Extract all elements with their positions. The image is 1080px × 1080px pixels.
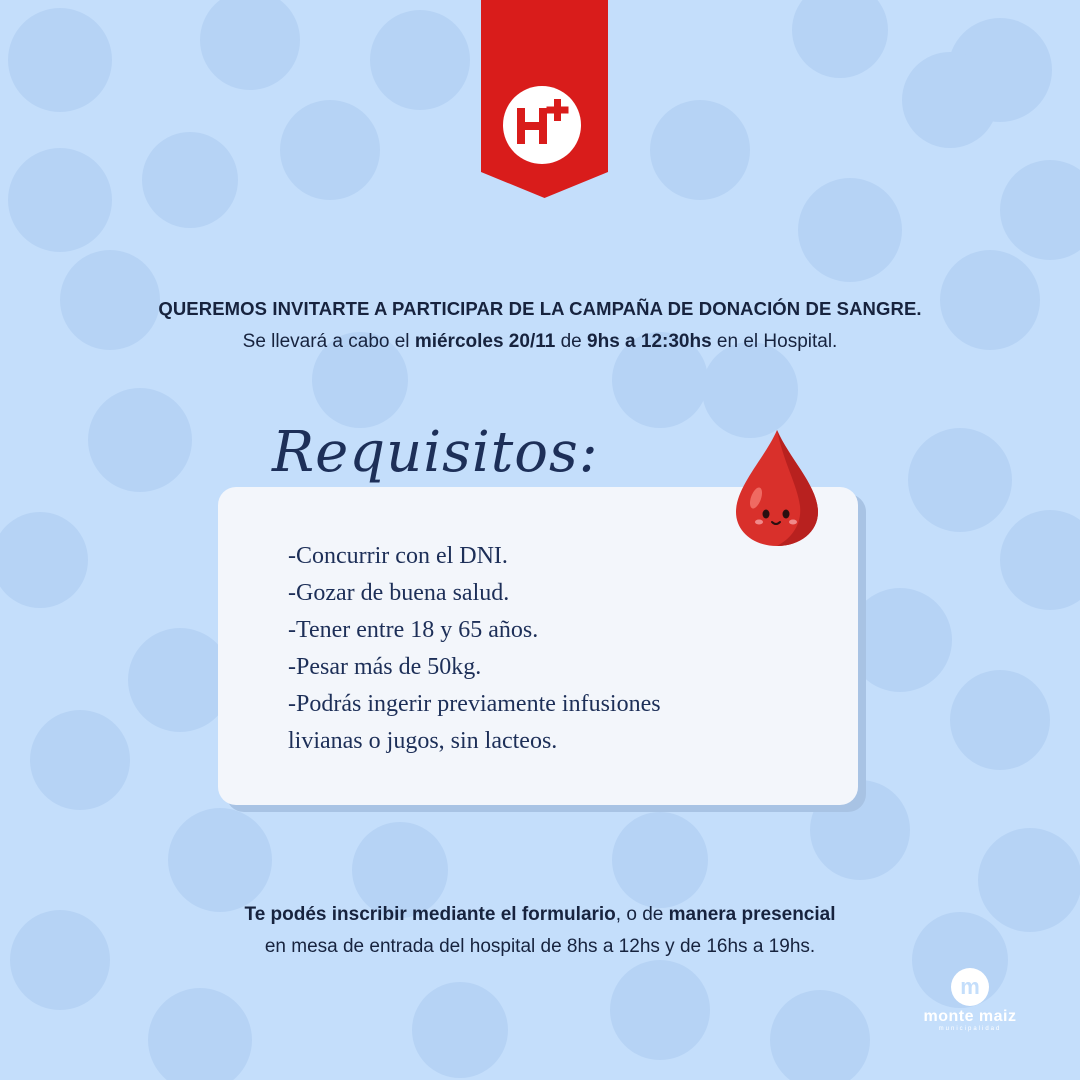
monte-maiz-logo-icon [905,968,1035,1048]
invitation-text: de [555,331,588,352]
signup-in-person-text: manera presencial [668,904,836,925]
requirement-item: -Gozar de buena salud. [288,580,510,606]
requirement-item: -Tener entre 18 y 65 años. [288,617,539,643]
requirements-title: Requisitos: [272,420,599,485]
logo-mark-letter: m [960,974,980,999]
requirements-list [288,538,808,760]
signup-info [0,904,1080,926]
event-time: 9hs a 12:30hs [587,331,712,352]
blood-drop-icon [734,428,820,548]
h-plus-logo-icon [503,86,581,164]
municipality-subtitle: municipalidad [938,1026,1002,1032]
municipality-name: monte maiz [923,1008,1017,1025]
requirement-item: -Concurrir con el DNI. [288,543,508,569]
event-date: miércoles 20/11 [414,331,556,352]
signup-text: , o de [615,904,669,925]
invitation-title: QUEREMOS INVITARTE A PARTICIPAR DE LA CAMPAÑA DE DONACIÓN DE SANGRE. [158,298,922,319]
requirement-item: livianas o jugos, sin lacteos. [288,728,558,754]
logo-mark [951,968,989,1006]
invitation-text: en el Hospital. [711,331,838,352]
signup-form-text: Te podés inscribir mediante el formulario [244,904,616,925]
invitation-details [0,331,1080,353]
requirement-item: -Pesar más de 50kg. [288,654,482,680]
requirement-item: -Podrás ingerir previamente infusiones [288,691,661,717]
signup-schedule: en mesa de entrada del hospital de 8hs a 12hs y de 16hs a 19hs. [264,936,816,957]
invitation-text: Se llevará a cabo el [242,331,415,352]
